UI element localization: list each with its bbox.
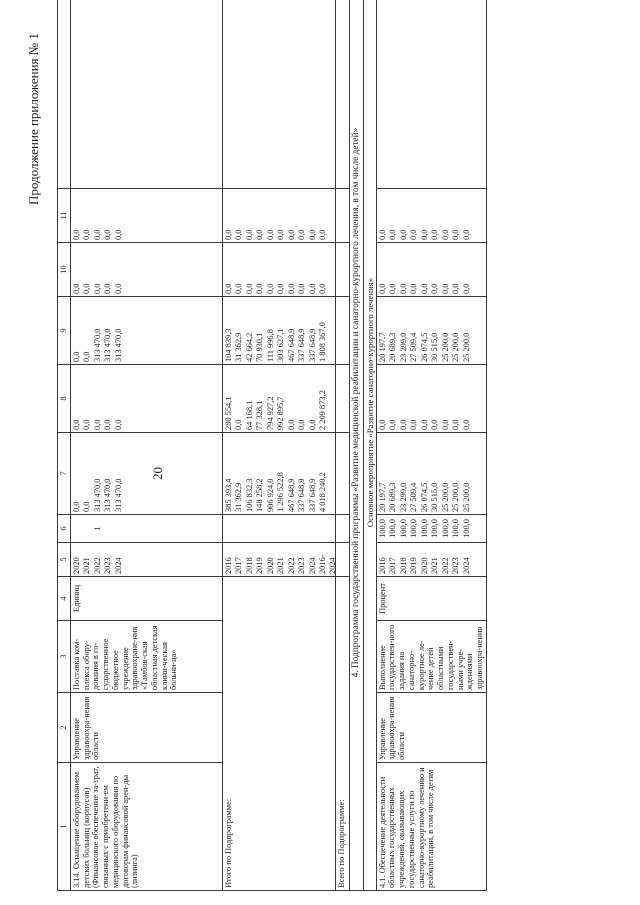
cell-line: 313 470,0 <box>92 328 102 362</box>
cell-line: 0,0 <box>409 419 419 430</box>
federal-values <box>222 365 335 433</box>
cell-line: 2024 <box>461 557 471 574</box>
cell-line: 0,0 <box>461 283 471 294</box>
section-4-row <box>349 0 363 891</box>
cell-line: 27 509,4 <box>409 482 419 512</box>
cell-line: 0,0 <box>388 229 398 240</box>
cell-line: 25 200,0 <box>461 332 471 362</box>
blank-cell <box>376 0 486 189</box>
cell-line: 0,0 <box>440 229 450 240</box>
cell-line: 2 209 873,2 <box>318 390 328 430</box>
cell-line: 992 895,7 <box>276 396 286 430</box>
cell-line: 0,0 <box>82 283 92 294</box>
cell-line: 0,0 <box>430 419 440 430</box>
indicator-values <box>70 515 222 543</box>
blank-cell <box>335 297 349 365</box>
cell-line: 0,0 <box>451 229 461 240</box>
blank-cell <box>335 515 349 543</box>
cell-line: 0,0 <box>71 229 81 240</box>
years-list <box>222 543 335 577</box>
cell-line: 0,0 <box>82 351 92 362</box>
years-list <box>70 543 222 577</box>
program-table <box>57 0 487 891</box>
cell-line: 0,0 <box>223 229 233 240</box>
header-cell: 5 <box>58 543 71 577</box>
cell-line: 2019 <box>255 557 265 574</box>
header-cell: 6 <box>58 515 71 543</box>
cell-line: 2022 <box>440 557 450 574</box>
cell-line: 0,0 <box>377 419 387 430</box>
cell-line: 313 470,0 <box>103 328 113 362</box>
other-values <box>376 189 486 243</box>
blank-cell <box>335 189 349 243</box>
regional-values <box>70 297 222 365</box>
cell-line: 1 296 522,8 <box>276 472 286 512</box>
cell-line: 25 200,0 <box>440 482 450 512</box>
cell-line: 26 074,5 <box>419 332 429 362</box>
header-cell: 9 <box>58 297 71 365</box>
cell-line: 100,0 <box>451 519 461 538</box>
cell-line: 2021 <box>276 557 286 574</box>
header-cell: 8 <box>58 365 71 433</box>
cell-line: 2022 <box>286 557 296 574</box>
row-itogo <box>222 0 335 891</box>
cell-line: 0,0 <box>377 283 387 294</box>
cell-line: 70 930,1 <box>255 332 265 362</box>
cell-line: 2023 <box>103 557 113 574</box>
cell-line: 100,0 <box>409 519 419 538</box>
cell-line: 31 362,9 <box>234 482 244 512</box>
cell-line: 20 689,3 <box>388 332 398 362</box>
cell-line: 0,0 <box>82 229 92 240</box>
cell-line: 0,0 <box>276 229 286 240</box>
main-activity-row <box>363 0 376 891</box>
cell-line: 0,0 <box>113 419 123 430</box>
cell-line: 280 554,1 <box>223 396 233 430</box>
cell-line: 42 664,2 <box>244 332 254 362</box>
cell-line: 0,0 <box>71 419 81 430</box>
cell-line: 100,0 <box>419 519 429 538</box>
cell-line: 2024 <box>113 557 123 574</box>
total-values <box>376 433 486 515</box>
unit: Единиц <box>70 577 222 621</box>
cell-line: 0,0 <box>409 283 419 294</box>
cell-line: 0,0 <box>307 229 317 240</box>
cell-line: 337 648,9 <box>297 478 307 512</box>
blank-cell <box>335 243 349 297</box>
local-values <box>70 243 222 297</box>
cell-line: 337 648,9 <box>307 478 317 512</box>
cell-line: 313 470,0 <box>103 478 113 512</box>
cell-line: 0,0 <box>103 419 113 430</box>
cell-line: 2016 <box>223 557 233 574</box>
cell-line: 385 393,4 <box>223 478 233 512</box>
cell-line: 0,0 <box>223 283 233 294</box>
cell-line: 106 832,3 <box>244 478 254 512</box>
cell-line: 0,0 <box>113 283 123 294</box>
cell-line: 0,0 <box>409 229 419 240</box>
cell-line: 0,0 <box>71 351 81 362</box>
cell-line: 1 <box>92 526 102 531</box>
cell-line: 0,0 <box>286 283 296 294</box>
cell-line: 0,0 <box>419 229 429 240</box>
cell-line: 0,0 <box>388 419 398 430</box>
cell-line: 467 648,9 <box>286 328 296 362</box>
cell-line: 337 648,9 <box>297 328 307 362</box>
header-row <box>58 0 71 891</box>
blank-cell <box>70 0 222 189</box>
cell-line: 0,0 <box>286 229 296 240</box>
cell-line: 25 200,0 <box>440 332 450 362</box>
indicator: Поставка ком-плекса обору-дования в го-сударственное бюджетное учреждение здравоохране-ния «Тамбов-ская областная детская клини-ческая больни-ца» <box>70 621 222 693</box>
cell-line: 794 927,2 <box>265 396 275 430</box>
cell-line <box>82 517 93 540</box>
cell-line: 0,0 <box>255 229 265 240</box>
cell-line: 467 648,9 <box>286 478 296 512</box>
activity-name: 3.14. Оснащение оборудованием детских больниц (корпусов) (Финансовое обеспечение за-трат, связанных с приобретени-ем медицинского оборудования по договорам финансовой арен-ды (лизинга) <box>70 763 222 891</box>
federal-values <box>376 365 486 433</box>
cell-line: 2022 <box>92 557 102 574</box>
total-values <box>70 433 222 515</box>
cell-line: 30 515,0 <box>430 482 440 512</box>
cell-line: 0,0 <box>377 229 387 240</box>
cell-line: 0,0 <box>398 229 408 240</box>
cell-line: 77 328,1 <box>255 400 265 430</box>
cell-line: 0,0 <box>265 229 275 240</box>
cell-line: 2016 <box>377 557 387 574</box>
other-values <box>222 189 335 243</box>
cell-line: 2023 <box>451 557 461 574</box>
cell-line: 2020 <box>265 557 275 574</box>
cell-line: 0,0 <box>113 229 123 240</box>
cell-line: 0,0 <box>82 501 92 512</box>
header-cell: 2 <box>58 693 71 763</box>
cell-line: 0,0 <box>276 283 286 294</box>
cell-line: 0,0 <box>398 283 408 294</box>
cell-line: 100,0 <box>388 519 398 538</box>
header-cell: 10 <box>58 243 71 297</box>
cell-line <box>72 517 83 540</box>
cell-line: 2021 <box>430 557 440 574</box>
cell-line: 0,0 <box>419 419 429 430</box>
local-values <box>222 243 335 297</box>
cell-line: 23 299,0 <box>398 332 408 362</box>
cell-line: 0,0 <box>297 283 307 294</box>
cell-line: 0,0 <box>318 283 328 294</box>
cell-line: 0,0 <box>461 229 471 240</box>
section-4-title: 4. Подпрограмма государственной программы «Развитие медицинской реабилитации и санаторно-курортного лечения, в том числе детей» <box>349 0 363 891</box>
total-values <box>222 433 335 515</box>
cell-line: 0,0 <box>297 229 307 240</box>
cell-line: 313 470,0 <box>113 328 123 362</box>
cell-line: 100,0 <box>398 519 408 538</box>
executor: Управление здравоохра-нения области <box>70 693 222 763</box>
cell-line: 0,0 <box>71 283 81 294</box>
cell-line: 0,0 <box>103 283 113 294</box>
cell-line: 64 168,1 <box>244 400 254 430</box>
unit: Процент <box>376 577 486 621</box>
cell-line: 100,0 <box>440 519 450 538</box>
executor: Управление здравоохра-нения области <box>376 693 486 763</box>
other-values <box>70 189 222 243</box>
cell-line: 0,0 <box>440 419 450 430</box>
cell-line: 25 200,0 <box>461 482 471 512</box>
cell-line: 20 197,7 <box>377 332 387 362</box>
cell-line: 2021 <box>82 557 92 574</box>
cell-line: 2017 <box>234 557 244 574</box>
indicator: Выполнение государствен-ного задания на санаторно-курортное ле-чение детей областными государствен-ными учре-ждениями здравоохра-нения <box>376 621 486 693</box>
cell-line: 0,0 <box>92 419 102 430</box>
cell-line: 0,0 <box>430 283 440 294</box>
cell-line: 0,0 <box>244 283 254 294</box>
cell-line: 4 018 240,2 <box>318 472 328 512</box>
years-list <box>376 543 486 577</box>
activity-name: 4.1. Обеспечение деятельности областных государственных учреждений, оказывающих государственные услуги по санаторно-курортному лечению и реабилитации, в том числе детям <box>376 763 486 891</box>
cell-line: 2016-2024 <box>318 554 337 574</box>
row-4-1 <box>376 0 486 891</box>
cell-line: 27 509,4 <box>409 332 419 362</box>
cell-line: 0,0 <box>440 283 450 294</box>
row-3-14 <box>70 0 222 891</box>
cell-line: 2019 <box>409 557 419 574</box>
cell-line: 26 074,5 <box>419 482 429 512</box>
cell-line: 2018 <box>398 557 408 574</box>
header-cell: 7 <box>58 433 71 515</box>
blank-cell <box>222 515 335 543</box>
cell-line: 0,0 <box>307 283 317 294</box>
header-cell: 3 <box>58 621 71 693</box>
cell-line: 0,0 <box>451 419 461 430</box>
cell-line: 0,0 <box>430 229 440 240</box>
cell-line: 0,0 <box>265 283 275 294</box>
header-cell: 4 <box>58 577 71 621</box>
cell-line: 31 362,9 <box>234 332 244 362</box>
cell-line: 0,0 <box>82 419 92 430</box>
cell-line: 906 924,0 <box>265 478 275 512</box>
cell-line: 148 258,2 <box>255 478 265 512</box>
cell-line: 100,0 <box>377 519 387 538</box>
regional-values <box>376 297 486 365</box>
cell-line: 0,0 <box>461 419 471 430</box>
cell-line: 30 515,0 <box>430 332 440 362</box>
cell-line: 2017 <box>388 557 398 574</box>
cell-line: 0,0 <box>398 419 408 430</box>
cell-line: 0,0 <box>419 283 429 294</box>
cell-line: 1 808 367,0 <box>318 322 328 362</box>
cell-line: 111 996,8 <box>265 329 275 362</box>
cell-line: 0,0 <box>318 229 328 240</box>
cell-line <box>103 517 114 540</box>
blank-cell <box>335 365 349 433</box>
cell-line: 0,0 <box>388 283 398 294</box>
regional-values <box>222 297 335 365</box>
cell-line: 25 200,0 <box>451 332 461 362</box>
cell-line: 100,0 <box>461 519 471 538</box>
cell-line: 2024 <box>307 557 317 574</box>
cell-line: 0,0 <box>71 501 81 512</box>
cell-line: 313 470,0 <box>92 478 102 512</box>
cell-line: 0,0 <box>286 419 296 430</box>
cell-line: 20 689,3 <box>388 482 398 512</box>
cell-line: 337 648,9 <box>307 328 317 362</box>
indicator-values <box>376 515 486 543</box>
cell-line <box>114 517 125 540</box>
cell-line: 2018 <box>244 557 254 574</box>
continuation-title: Продолжение приложения № 1 <box>26 33 41 205</box>
cell-line: 303 627,1 <box>276 328 286 362</box>
cell-line: 0,0 <box>103 229 113 240</box>
cell-line: 20 197,7 <box>377 482 387 512</box>
cell-line: 2020 <box>71 557 81 574</box>
itogo-label: Итого по Подпрограмме: <box>222 577 335 891</box>
cell-line: 2023 <box>297 557 307 574</box>
blank-cell <box>335 0 349 189</box>
federal-values <box>70 365 222 433</box>
cell-line: 0,0 <box>234 229 244 240</box>
cell-line: 2020 <box>419 557 429 574</box>
cell-line: 0,0 <box>92 283 102 294</box>
blank-cell <box>58 0 71 189</box>
cell-line: 23 299,0 <box>398 482 408 512</box>
cell-line: 0,0 <box>451 283 461 294</box>
page-number: 20 <box>150 467 165 480</box>
header-cell: 1 <box>58 763 71 891</box>
cell-line: 100,0 <box>430 519 440 538</box>
cell-line: 0,0 <box>244 229 254 240</box>
blank-cell <box>335 433 349 515</box>
cell-line: 313 470,0 <box>113 478 123 512</box>
cell-line: 104 839,3 <box>223 328 233 362</box>
cell-line: 0,0 <box>307 419 317 430</box>
cell-line: 0,0 <box>234 419 244 430</box>
blank-cell <box>222 0 335 189</box>
cell-line: 0,0 <box>92 229 102 240</box>
cell-line: 25 200,0 <box>451 482 461 512</box>
cell-line: 0,0 <box>234 283 244 294</box>
vsego-label: Всего по Подпрограмме: <box>335 577 349 891</box>
local-values <box>376 243 486 297</box>
header-cell: 11 <box>58 189 71 243</box>
cell-line: 0,0 <box>255 283 265 294</box>
main-activity-title: Основное мероприятие «Развитие санаторно-курортного лечения» <box>363 0 376 891</box>
cell-line: 0,0 <box>297 419 307 430</box>
row-vsego <box>335 0 349 891</box>
